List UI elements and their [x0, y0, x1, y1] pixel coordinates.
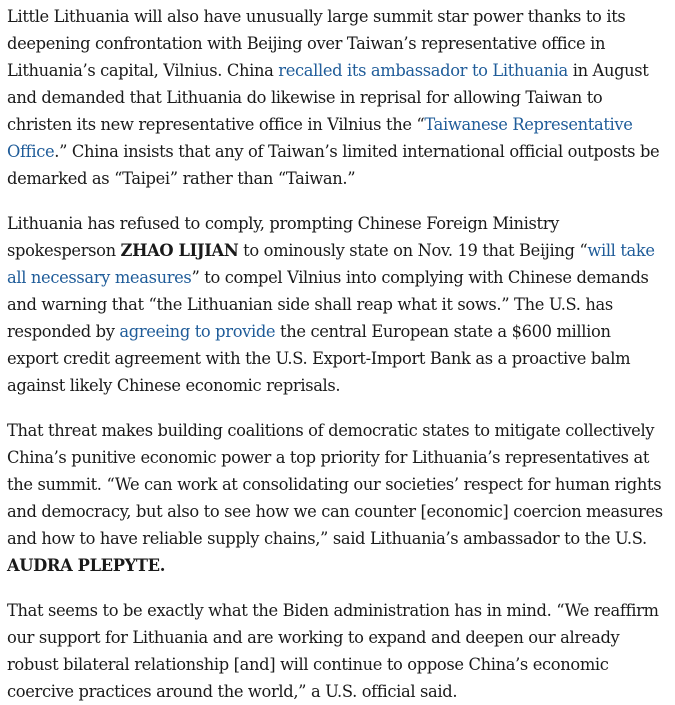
link-all-necessary-measures[interactable]: will take all necessary measures — [7, 241, 655, 287]
text-run: in August and demanded that Lithuania do likewise in reprisal for allowing Taiwan to christen its new representative office in Vilnius the “ — [7, 61, 649, 134]
paragraph-1 — [7, 3, 665, 192]
text-run: to ominously state on Nov. 19 that Beijing “ — [238, 241, 588, 260]
paragraph-2 — [7, 210, 665, 399]
link-taiwanese-representative-office[interactable]: Taiwanese Representative Office — [7, 115, 633, 161]
text-run: Little Lithuania will also have unusually large summit star power thanks to its deepening confrontation with Beijing over Taiwan’s representative office in Lithuania’s capital, Vilnius. China — [7, 7, 626, 80]
text-run: Lithuania has refused to comply, prompting Chinese Foreign Ministry spokesperson — [7, 214, 560, 260]
text-run: ” to compel Vilnius into complying with Chinese demands and warning that “the Lithuanian side shall reap what it sows.” The U.S. has responded by — [7, 268, 649, 341]
text-run: That seems to be exactly what the Biden administration has in mind. “We reaffirm our support for Lithuania and are working to expand and deepen our already robust bilateral relationship [and] will continue to oppose China’s economic coercive practices around the world,” a U.S. official said. — [7, 601, 659, 701]
text-run: the central European state a $600 million export credit agreement with the U.S. Export-Import Bank as a proactive balm against likely Chinese economic reprisals. — [7, 322, 631, 395]
text-run: .” China insists that any of Taiwan’s limited international official outposts be demarked as “Taipei” rather than “Taiwan.” — [7, 142, 660, 188]
paragraph-3 — [7, 417, 665, 579]
link-agreeing-to-provide[interactable]: agreeing to provide — [119, 322, 276, 341]
name-audra-plepyte: AUDRA PLEPYTE. — [7, 556, 166, 575]
name-zhao-lijian: ZHAO LIJIAN — [120, 241, 239, 260]
paragraph-4 — [7, 597, 665, 705]
link-recalled-ambassador[interactable]: recalled its ambassador to Lithuania — [278, 61, 568, 80]
text-run: That threat makes building coalitions of democratic states to mitigate collectively China’s punitive economic power a top priority for Lithuania’s representatives at the summit. “We can work at consolidating our societies’ respect for human rights and democracy, but also to see how we can counter [economic] coercion measures and how to have reliable supply chains,” said Lithuania’s ambassador to the U.S. — [7, 421, 663, 548]
